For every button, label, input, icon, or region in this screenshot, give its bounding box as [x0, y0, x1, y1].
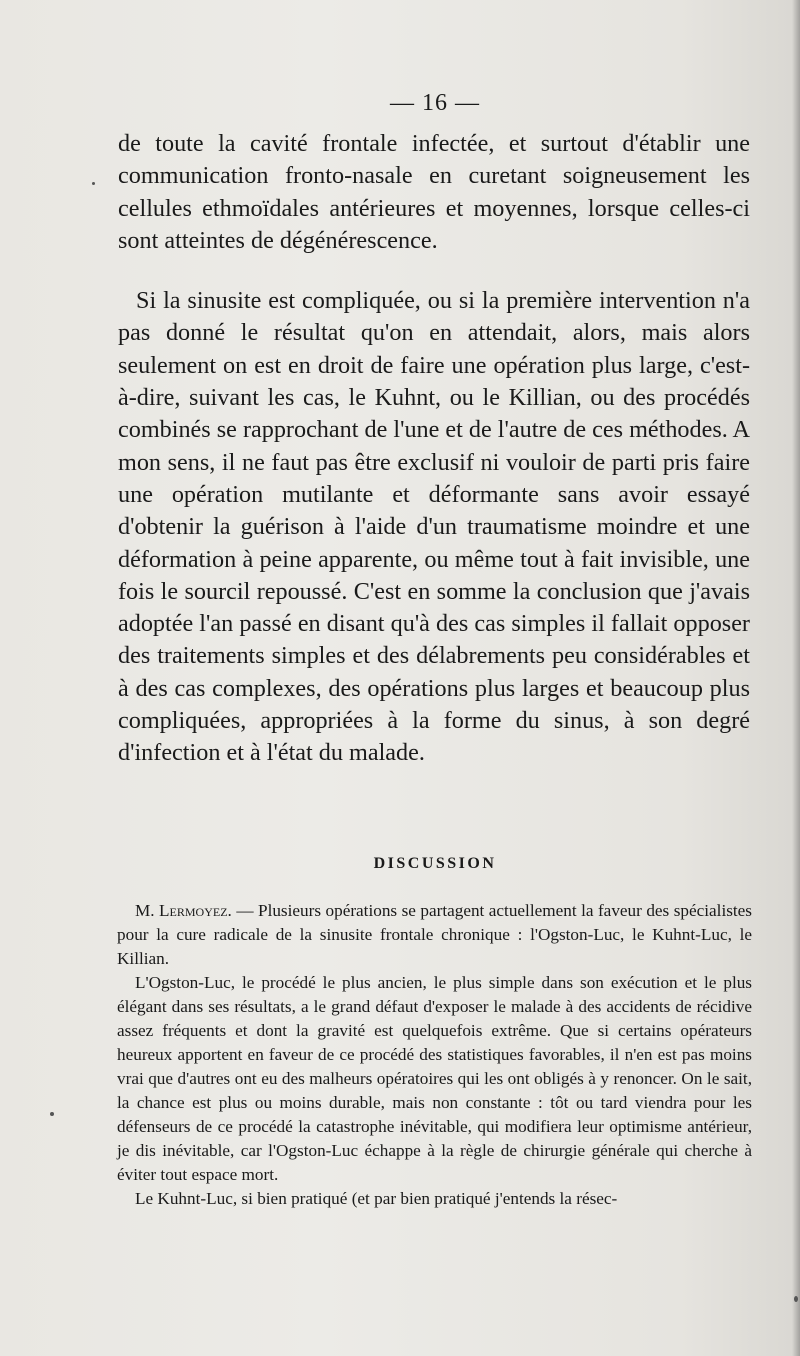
scan-speck [92, 182, 95, 185]
discussion-paragraph: L'Ogston-Luc, le procédé le plus ancien, le plus simple dans son exécution et le plus élégant dans ses résultats, a le grand défaut d'exposer le malade à des accidents de récidive assez fréquents et dont la gravité est quelquefois extrême. Que si certains opérateurs heureux apportent en faveur de ce procédé des statistiques favorables, il n'en est pas moins vrai que d'autres ont eu des malheurs opératoires qui les ont obligés à y renoncer. On le sait, la chance est plus ou moins durable, mais non constante : tôt ou tard viendra pour les défenseurs de ce procédé la catastrophe inévitable, qui modifiera leur optimisme antérieur, je dis inévitable, car l'Ogston-Luc échappe à la règle de chirurgie générale qui cherche à éviter tout espace mort. [117, 973, 752, 1184]
body-paragraph: de toute la cavité frontale infectée, et surtout d'établir une communication fronto-nasale en curetant soigneusement les cellules ethmoïdales antérieures et moyennes, lorsque celles-ci sont atteintes de dégénérescence. [118, 130, 750, 254]
speaker-name: M. Lermoyez. [135, 901, 232, 920]
page-number: — 16 — [390, 90, 480, 116]
main-body-text [118, 128, 750, 770]
scan-speck [794, 1296, 798, 1302]
discussion-paragraph [117, 899, 752, 971]
page-edge-shadow [792, 0, 800, 1356]
discussion-paragraph-text: — Plusieurs opérations se partagent actuellement la faveur des spécialistes pour la cure radicale de la sinusite frontale chronique : l'Ogston-Luc, le Kuhnt-Luc, le Killian. [117, 901, 752, 968]
discussion-text [117, 899, 752, 1211]
discussion-paragraph: Le Kuhnt-Luc, si bien pratiqué (et par bien pratiqué j'entends la résec- [135, 1189, 618, 1208]
body-paragraph: Si la sinusite est compliquée, ou si la première intervention n'a pas donné le résultat qu'on en attendait, alors, mais alors seulement on est en droit de faire une opération plus large, c'est-à-dire, suivant les cas, le Kuhnt, ou le Killian, ou des procédés combinés se rapprochant de l'une et de l'autre de ces méthodes. A mon sens, il ne faut pas être exclusif ni vouloir de parti pris faire une opération mutilante et déformante sans avoir essayé d'obtenir la guérison à l'aide d'un traumatisme moindre et une déformation à peine apparente, ou même tout à fait invisible, une fois le sourcil repoussé. C'est en somme la conclusion que j'avais adoptée l'an passé en disant qu'à des cas simples il fallait opposer des traitements simples et des délabrements peu considérables et à des cas complexes, des opérations plus larges et beaucoup plus compliquées, appropriées à la forme du sinus, à son degré d'infection et à l'état du malade. [118, 287, 750, 767]
discussion-heading: DISCUSSION [373, 855, 497, 872]
scan-speck [50, 1112, 54, 1116]
